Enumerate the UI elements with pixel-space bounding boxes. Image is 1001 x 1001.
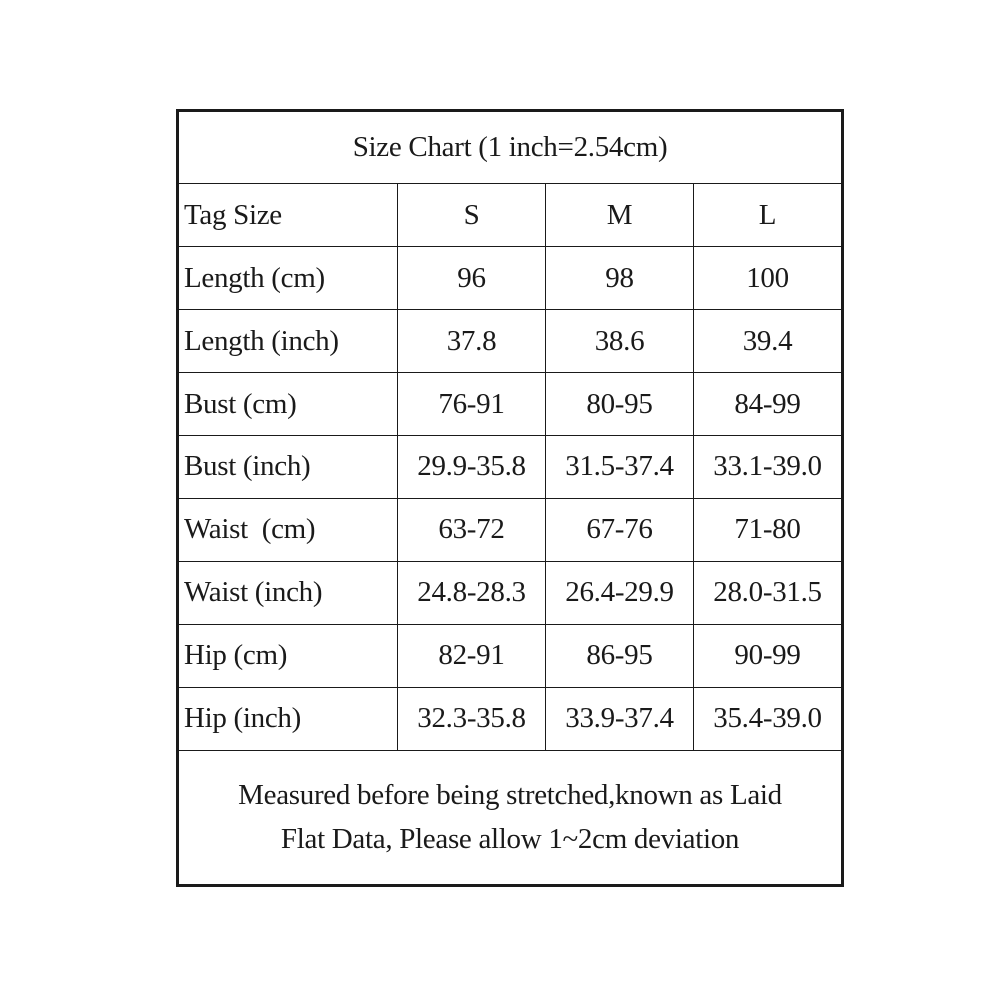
- table-cell: 63-72: [398, 498, 546, 561]
- table-cell: 28.0-31.5: [694, 561, 843, 624]
- table-cell: 32.3-35.8: [398, 687, 546, 750]
- row-label: Length (cm): [178, 247, 398, 310]
- size-l-header: L: [694, 184, 843, 247]
- table-cell: 38.6: [546, 310, 694, 373]
- row-label: Waist (cm): [178, 498, 398, 561]
- table-cell: 39.4: [694, 310, 843, 373]
- table-cell: 96: [398, 247, 546, 310]
- table-cell: 29.9-35.8: [398, 436, 546, 499]
- table-row: [178, 436, 843, 499]
- table-cell: 26.4-29.9: [546, 561, 694, 624]
- table-cell: 76-91: [398, 373, 546, 436]
- size-chart-table: [176, 109, 844, 887]
- table-row: [178, 687, 843, 750]
- row-label: Length (inch): [178, 310, 398, 373]
- size-m-header: M: [546, 184, 694, 247]
- table-cell: 33.9-37.4: [546, 687, 694, 750]
- table-cell: 37.8: [398, 310, 546, 373]
- row-label: Bust (inch): [178, 436, 398, 499]
- table-cell: 90-99: [694, 624, 843, 687]
- header-row: [178, 184, 843, 247]
- table-row: [178, 624, 843, 687]
- table-row: [178, 498, 843, 561]
- table-row: [178, 373, 843, 436]
- row-label: Hip (cm): [178, 624, 398, 687]
- table-row: [178, 561, 843, 624]
- table-row: [178, 310, 843, 373]
- table-cell: 33.1-39.0: [694, 436, 843, 499]
- table-cell: 71-80: [694, 498, 843, 561]
- title-row: [178, 111, 843, 184]
- note-row: [178, 750, 843, 885]
- note-line-1: Measured before being stretched,known as Laid: [238, 779, 782, 812]
- measurement-note: [178, 750, 843, 885]
- note-line-2: Flat Data, Please allow 1~2cm deviation: [280, 823, 740, 856]
- table-cell: 24.8-28.3: [398, 561, 546, 624]
- table-cell: 98: [546, 247, 694, 310]
- table-row: [178, 247, 843, 310]
- size-s-header: S: [398, 184, 546, 247]
- table-cell: 31.5-37.4: [546, 436, 694, 499]
- table-cell: 84-99: [694, 373, 843, 436]
- table-cell: 35.4-39.0: [694, 687, 843, 750]
- chart-title: Size Chart (1 inch=2.54cm): [178, 111, 843, 184]
- row-label: Waist (inch): [178, 561, 398, 624]
- table-cell: 86-95: [546, 624, 694, 687]
- table-cell: 80-95: [546, 373, 694, 436]
- table-cell: 100: [694, 247, 843, 310]
- row-label: Hip (inch): [178, 687, 398, 750]
- table-cell: 82-91: [398, 624, 546, 687]
- row-label: Bust (cm): [178, 373, 398, 436]
- table-cell: 67-76: [546, 498, 694, 561]
- tag-size-label: Tag Size: [178, 184, 398, 247]
